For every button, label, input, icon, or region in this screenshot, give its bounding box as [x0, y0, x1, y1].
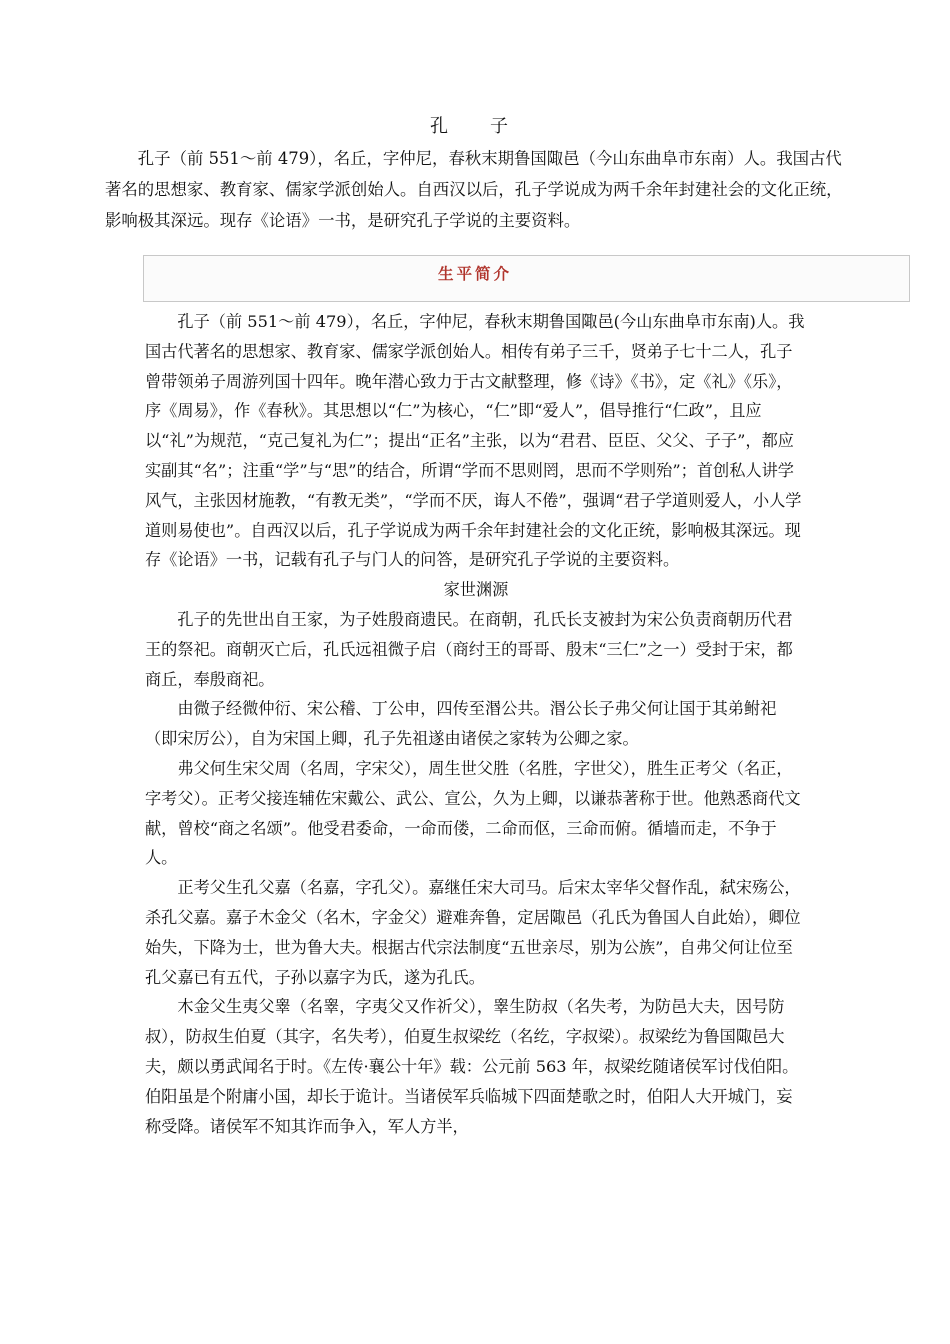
intro-paragraph: 孔子（前 551～前 479），名丘，字仲尼，春秋末期鲁国陬邑（今山东曲阜市东南）人。我国古代著名的思想家、教育家、儒家学派创始人。自西汉以后，孔子学说成为两千余年封建社会的文化正统，影响极其深远。现存《论语》一书，是研究孔子学说的主要资料。	[105, 149, 843, 230]
biography-paragraph: 孔子（前 551～前 479），名丘，字仲尼，春秋末期鲁国陬邑(今山东曲阜市东南)人。我国古代著名的思想家、教育家、儒家学派创始人。相传有弟子三千，贤弟子七十二人，孔子曾带领弟子周游列国十四年。晚年潜心致力于古文献整理，修《诗》《书》，定《礼》《乐》，序《周易》，作《春秋》。其思想以“仁”为核心，“仁”即“爱人”，倡导推行“仁政”，且应以“礼”为规范，“克己复礼为仁”；提出“正名”主张，以为“君君、臣臣、父父、子子”，都应实副其“名”；注重“学”与“思”的结合，所谓“学而不思则罔，思而不学则殆”；首创私人讲学风气，主张因材施教，“有教无类”，“学而不厌，诲人不倦”，强调“君子学道则爱人，小人学道则易使也”。自西汉以后，孔子学说成为两千余年封建社会的文化正统，影响极其深远。现存《论语》一书，记载有孔子与门人的问答，是研究孔子学说的主要资料。	[145, 312, 805, 570]
section-heading: 家世渊源	[443, 580, 509, 600]
body-paragraph: 弗父何生宋父周（名周，字宋父），周生世父胜（名胜，字世父），胜生正考父（名正，字考父）。正考父接连辅佐宋戴公、武公、宣公，久为上卿，以谦恭著称于世。他熟悉商代文献，曾校“商之名颂”。他受君委命，一命而偻，二命而伛，三命而俯。循墙而走，不争于人。	[145, 758, 801, 868]
banner-label: 生平简介	[437, 264, 512, 283]
intro-section	[105, 143, 850, 236]
main-content	[145, 307, 807, 1141]
body-paragraph: 正考父生孔父嘉（名嘉，字孔父）。嘉继任宋大司马。后宋太宰华父督作乱，弑宋殇公，杀孔父嘉。嘉子木金父（名木，字金父）避难奔鲁，定居陬邑（孔氏为鲁国人自此始），卿位始失，下降为士，世为鲁大夫。根据古代宗法制度“五世亲尽，别为公族”，自弗父何让位至孔父嘉已有五代，子孙以嘉字为氏，遂为孔氏。	[145, 878, 801, 987]
body-paragraph: 木金父生夷父睾（名睾，字夷父又作祈父），睾生防叔（名失考，为防邑大夫，因号防叔），防叔生伯夏（其字，名失考），伯夏生叔梁纥（名纥，字叔梁）。叔梁纥为鲁国陬邑大夫，颇以勇武闻名于时。《左传·襄公十年》载：公元前 563 年，叔梁纥随诸侯军讨伐伯阳。伯阳虽是个附庸小国，却长于诡计。当诸侯军兵临城下四面楚歌之时，伯阳人大开城门，妄称受降。诸侯军不知其诈而争入，军人方半，	[145, 997, 799, 1136]
body-paragraph: 孔子的先世出自王家，为子姓殷商遗民。在商朝，孔氏长支被封为宋公负责商朝历代君王的祭祀。商朝灭亡后，孔氏远祖微子启（商纣王的哥哥、殷末“三仁”之一）受封于宋，都商丘，奉殷商祀。	[145, 609, 793, 689]
document-title: 孔 子	[430, 116, 520, 137]
body-paragraph: 由微子经微仲衍、宋公稽、丁公申，四传至湣公共。湣公长子弗父何让国于其弟鲋祀（即宋厉公），自为宋国上卿，孔子先祖遂由诸侯之家转为公卿之家。	[145, 699, 777, 749]
